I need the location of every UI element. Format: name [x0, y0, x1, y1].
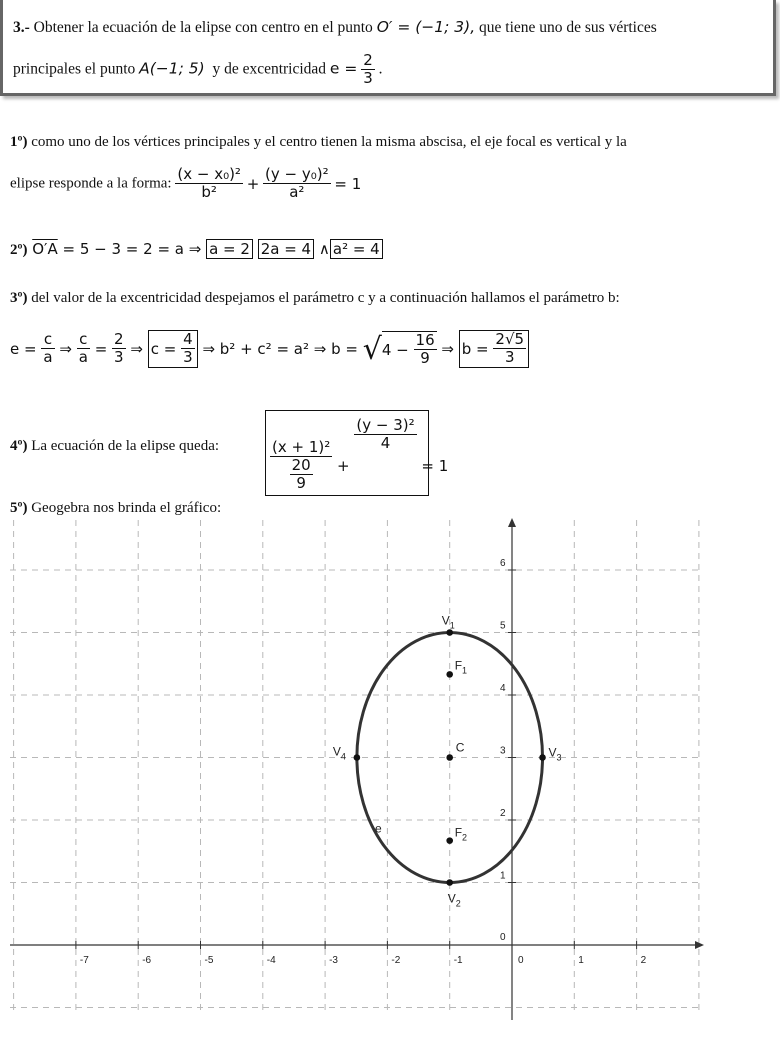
- y-tick-label: 4: [500, 683, 506, 694]
- step-3-line: 3º) del valor de la excentricidad despejamos el parámetro c y a continuación hallamos el parámetro b:: [10, 290, 620, 306]
- point-f1: [446, 671, 453, 678]
- x-tick-label: 2: [640, 955, 647, 966]
- eccentricity-fraction: $\frac{2}{3}$: [363, 51, 373, 88]
- point-label-subscript: 1: [462, 665, 468, 676]
- point-label-subscript: 1: [449, 620, 455, 631]
- y-tick-label: 6: [500, 558, 506, 569]
- problem-line-2: principales el punto A(−1; 5) y de excentricidad e = $\frac{2}{3}$ .: [13, 51, 383, 88]
- segment-oa: O′A: [32, 240, 58, 258]
- step-2-line: 2º) O′A = 5 − 3 = 2 = a ⇒ a = 2 2a = 4 ∧ a² = 4: [10, 240, 383, 259]
- x-tick-label: -5: [204, 955, 214, 966]
- step-1-line-a: 1º) como uno de los vértices principales y el centro tienen la misma abscisa, el eje focal es vertical y la: [10, 134, 627, 150]
- point-label-v1: $V_1$: [441, 613, 455, 631]
- problem-statement-box: [0, 0, 776, 96]
- ellipse-label: e: [374, 821, 382, 836]
- y-tick-label: 1: [500, 870, 506, 882]
- x-tick-label: -3: [329, 955, 339, 966]
- ellipse-graph: [0, 515, 780, 1035]
- center-point: O′ = (−1; 3),: [376, 18, 476, 36]
- result-a-squared: a² = 4: [330, 239, 383, 259]
- x-tick-label: 1: [578, 955, 584, 966]
- point-v2: [446, 879, 453, 886]
- point-label-subscript: 2: [462, 832, 468, 843]
- point-label-subscript: 2: [455, 898, 461, 909]
- point-v4: [354, 754, 361, 761]
- y-tick-label: 3: [500, 745, 506, 757]
- y-tick-label: 2: [500, 808, 506, 819]
- step-5-line: 5º) Geogebra nos brinda el gráfico:: [10, 500, 222, 516]
- point-f2: [446, 837, 453, 844]
- x-tick-label: -4: [266, 955, 276, 966]
- result-a: a = 2: [206, 239, 253, 259]
- general-form-term-y: $\frac{\text{(y − y₀)²}}{\text{a²}}$: [265, 165, 329, 202]
- c-over-a-2: $\frac{c}{a}$: [78, 330, 88, 367]
- result-b: b = $\frac{2√5}{3}$: [459, 330, 529, 368]
- problem-number: 3.-: [13, 19, 30, 36]
- point-label-subscript: 3: [556, 752, 562, 763]
- x-axis-arrow: [695, 941, 704, 949]
- result-c: c = $\frac{4}{3}$: [148, 330, 198, 368]
- result-2a: 2a = 4: [258, 239, 314, 259]
- point-label-f2: $F_2$: [454, 825, 468, 843]
- point-label-subscript: 4: [340, 751, 346, 762]
- point-label-f1: $F_1$: [454, 658, 468, 676]
- y-axis-arrow: [508, 518, 516, 527]
- vertex-point: A(−1; 5): [139, 59, 205, 78]
- final-equation-box: $\frac{\text{(x + 1)²}}{\frac{20}{9}}$ + $\frac{\text{(y − 3)²}}{4}$ = 1: [265, 410, 429, 496]
- problem-line-1: 3.- Obtener la ecuación de la elipse con centro en el punto O′ = (−1; 3), que tiene uno de sus vértices: [13, 18, 657, 36]
- point-label-v3: $V_3$: [548, 745, 562, 763]
- x-tick-label: -6: [142, 955, 152, 966]
- step-4-label: 4º) La ecuación de la elipse queda:: [10, 438, 220, 454]
- point-c: [446, 754, 453, 761]
- point-label-c: C: [455, 740, 465, 755]
- final-term-x: $\frac{\text{(x + 1)²}}{\frac{20}{9}}$: [272, 437, 331, 493]
- x-tick-label: -7: [79, 955, 89, 966]
- step-3-equation: e = $\frac{c}{a}$ ⇒ $\frac{c}{a}$ = $\frac{2}{3}$ ⇒ c = $\frac{4}{3}$ ⇒ b² + c² = a² ⇒ b = √4 − $\frac{16}{9}$ ⇒ b = $\frac{2√5}{3}$: [10, 330, 529, 368]
- x-tick-label: 0: [518, 955, 524, 966]
- final-term-y: $\frac{\text{(y − 3)²}}{4}$: [356, 416, 415, 453]
- x-tick-label: -1: [453, 955, 463, 966]
- y-tick-label: 0: [500, 932, 506, 943]
- x-tick-label: -2: [391, 955, 401, 966]
- c-over-a-1: $\frac{c}{a}$: [43, 330, 53, 367]
- step-1-line-b: elipse responde a la forma: $\frac{\text{(x − x₀)²}}{\text{b²}}$ + $\frac{\text{(y − y₀)²}}{\text{a²}}$ = 1: [10, 165, 362, 202]
- square-root: √4 − $\frac{16}{9}$: [362, 330, 435, 367]
- point-label-v4: $V_4$: [332, 744, 346, 762]
- point-v3: [539, 754, 546, 761]
- two-thirds: $\frac{2}{3}$: [114, 330, 124, 367]
- point-label-v2: $V_2$: [447, 891, 461, 909]
- general-form-term-x: $\frac{\text{(x − x₀)²}}{\text{b²}}$: [177, 165, 241, 202]
- y-tick-label: 5: [500, 620, 506, 632]
